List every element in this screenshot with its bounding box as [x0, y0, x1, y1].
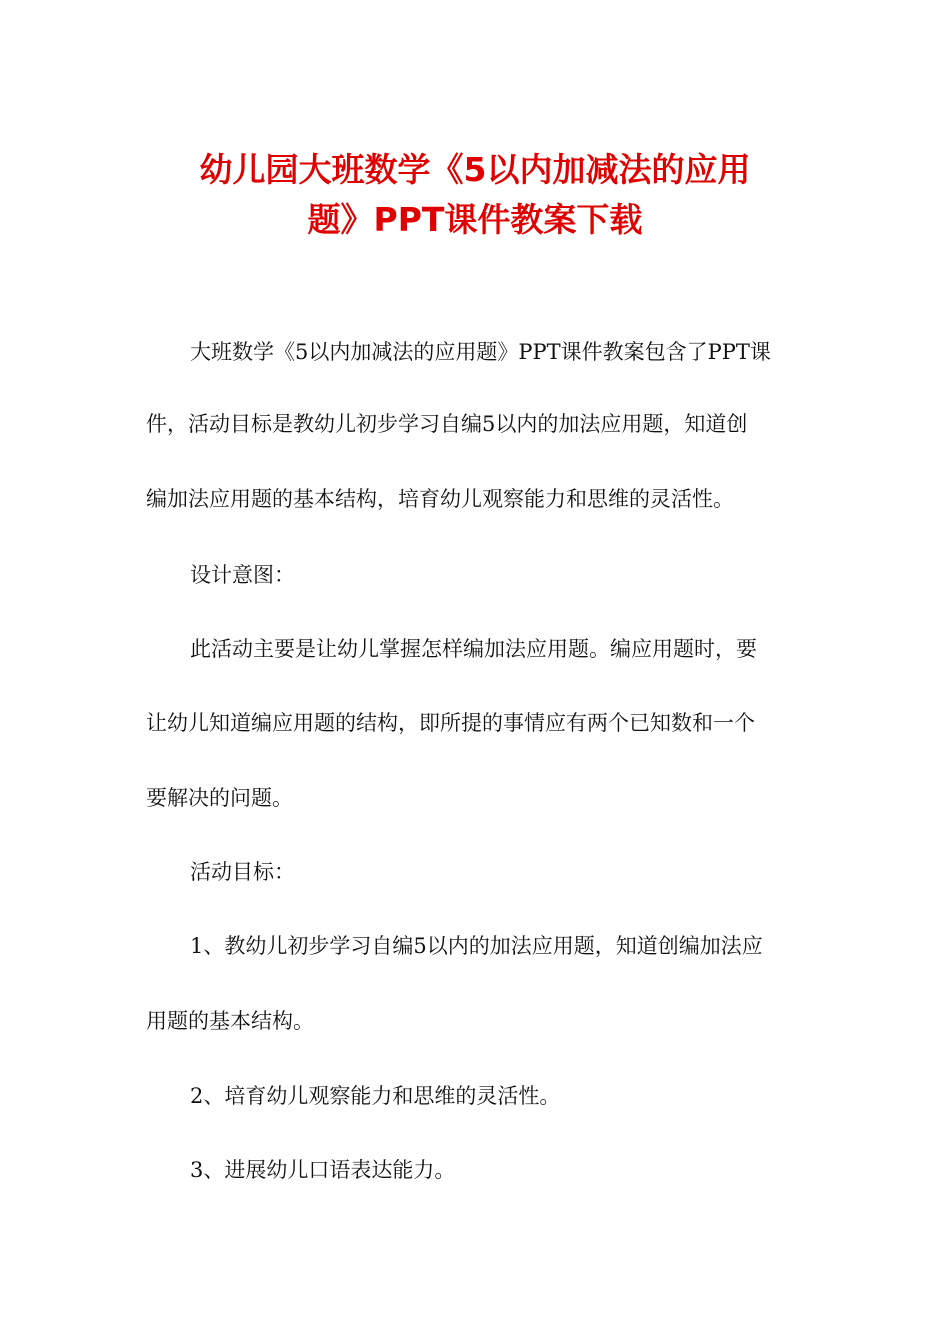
paragraph-line: 编加法应用题的基本结构，培育幼儿观察能力和思维的灵活性。	[146, 487, 734, 511]
paragraph-line: 让幼儿知道编应用题的结构，即所提的事情应有两个已知数和一个	[146, 711, 755, 735]
paragraph-line: 要解决的问题。	[146, 786, 293, 810]
list-item-line: 1、教幼儿初步学习自编5以内的加法应用题，知道创编加法应	[190, 934, 763, 958]
document-title-line-1: 幼儿园大班数学《5以内加减法的应用	[199, 150, 751, 189]
list-item-line: 2、培育幼儿观察能力和思维的灵活性。	[190, 1084, 561, 1108]
list-item-line: 3、进展幼儿口语表达能力。	[190, 1158, 456, 1182]
list-item-line: 用题的基本结构。	[146, 1009, 314, 1033]
paragraph-line: 大班数学《5以内加减法的应用题》PPT课件教案包含了PPT课	[190, 340, 771, 364]
section-heading-design-intent: 设计意图：	[190, 563, 295, 587]
document-title-line-2: 题》PPT课件教案下载	[307, 200, 643, 239]
paragraph-line: 此活动主要是让幼儿掌握怎样编加法应用题。编应用题时，要	[190, 637, 757, 661]
section-heading-activity-goals: 活动目标：	[190, 860, 295, 884]
paragraph-line: 件，活动目标是教幼儿初步学习自编5以内的加法应用题，知道创	[146, 412, 748, 436]
